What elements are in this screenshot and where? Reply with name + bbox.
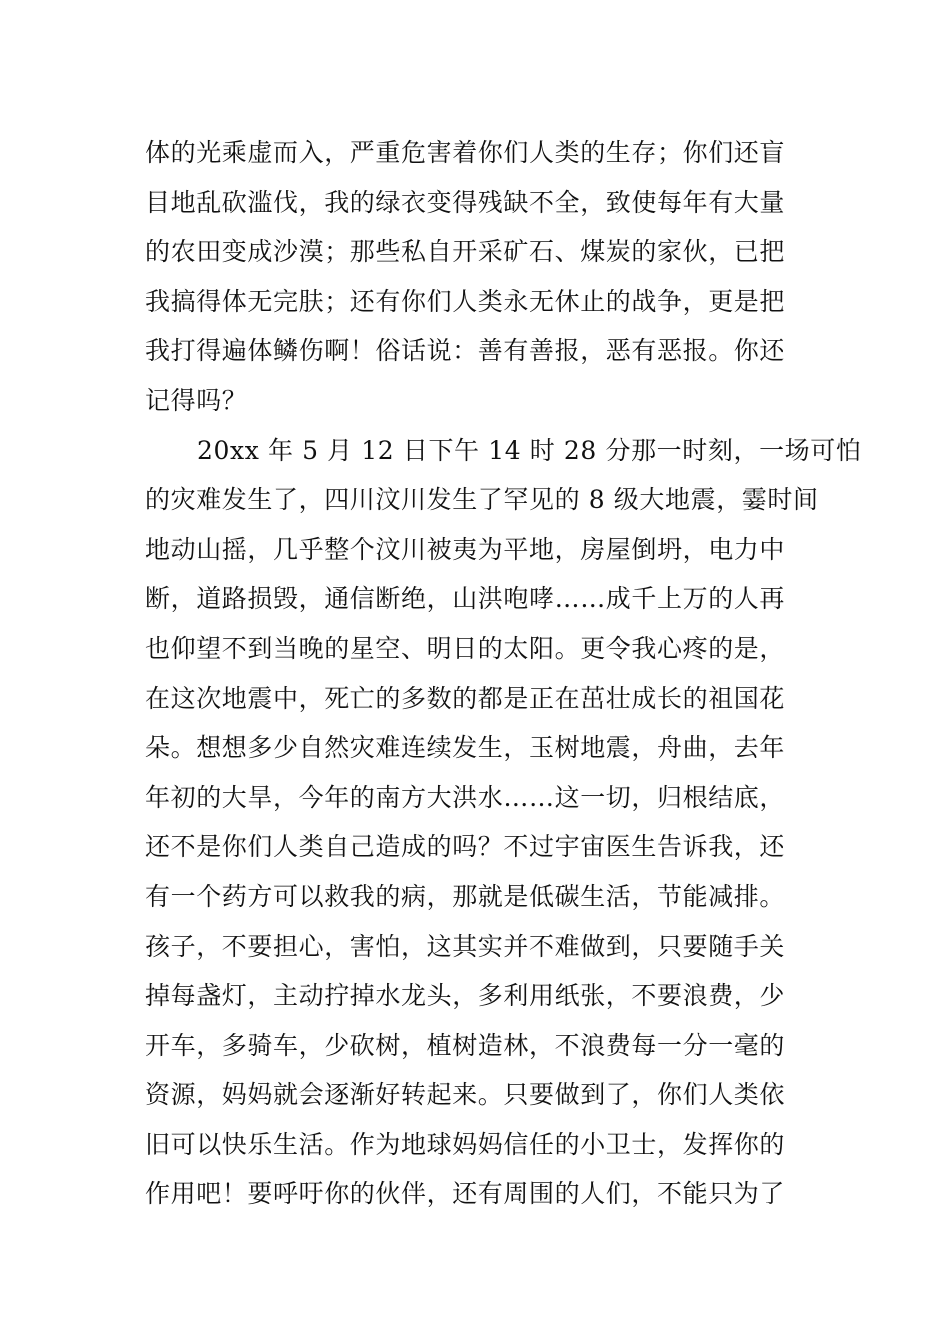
text-line: 的灾难发生了，四川汶川发生了罕见的 8 级大地震，霎时间 (145, 485, 819, 515)
text-line: 有一个药方可以救我的病，那就是低碳生活，节能减排。 (145, 881, 786, 911)
text-line: 的农田变成沙漠；那些私自开采矿石、煤炭的家伙，已把 (145, 237, 786, 267)
text-line: 地动山摇，几乎整个汶川被夷为平地，房屋倒坍，电力中 (145, 534, 786, 564)
text-line: 作用吧！要呼吁你的伙伴，还有周围的人们，不能只为了 (145, 1179, 786, 1209)
text-line: 目地乱砍滥伐，我的绿衣变得残缺不全，致使每年有大量 (145, 187, 786, 217)
text-line: 记得吗？ (145, 385, 248, 415)
text-line: 体的光乘虚而入，严重危害着你们人类的生存；你们还盲 (145, 138, 786, 167)
text-line: 资源，妈妈就会逐渐好转起来。只要做到了，你们人类依 (145, 1080, 786, 1110)
text-line: 也仰望不到当晚的星空、明日的太阳。更令我心疼的是， (145, 633, 786, 663)
text-line: 孩子，不要担心，害怕，这其实并不难做到，只要随手关 (145, 931, 786, 961)
paragraph-first-line: 20xx 年 5 月 12 日下午 14 时 28 分那一时刻，一场可怕 (197, 435, 862, 465)
text-line: 年初的大旱，今年的南方大洪水……这一切，归根结底， (145, 782, 786, 812)
text-line: 掉每盏灯，主动拧掉水龙头，多利用纸张，不要浪费，少 (145, 981, 786, 1011)
text-line: 旧可以快乐生活。作为地球妈妈信任的小卫士，发挥你的 (145, 1129, 786, 1159)
text-line: 断，道路损毁，通信断绝，山洪咆哮……成千上万的人再 (145, 584, 786, 614)
text-line: 朵。想想多少自然灾难连续发生，玉树地震，舟曲，去年 (145, 733, 786, 763)
text-line: 开车，多骑车，少砍树，植树造林，不浪费每一分一毫的 (145, 1030, 786, 1060)
body-text (145, 128, 862, 1219)
text-line: 我搞得体无完肤；还有你们人类永无休止的战争，更是把 (145, 286, 786, 316)
text-line: 在这次地震中，死亡的多数的都是正在茁壮成长的祖国花 (145, 683, 786, 713)
text-line: 还不是你们人类自己造成的吗？不过宇宙医生告诉我，还 (145, 832, 786, 862)
text-line: 我打得遍体鳞伤啊！俗话说：善有善报，恶有恶报。你还 (145, 336, 786, 366)
